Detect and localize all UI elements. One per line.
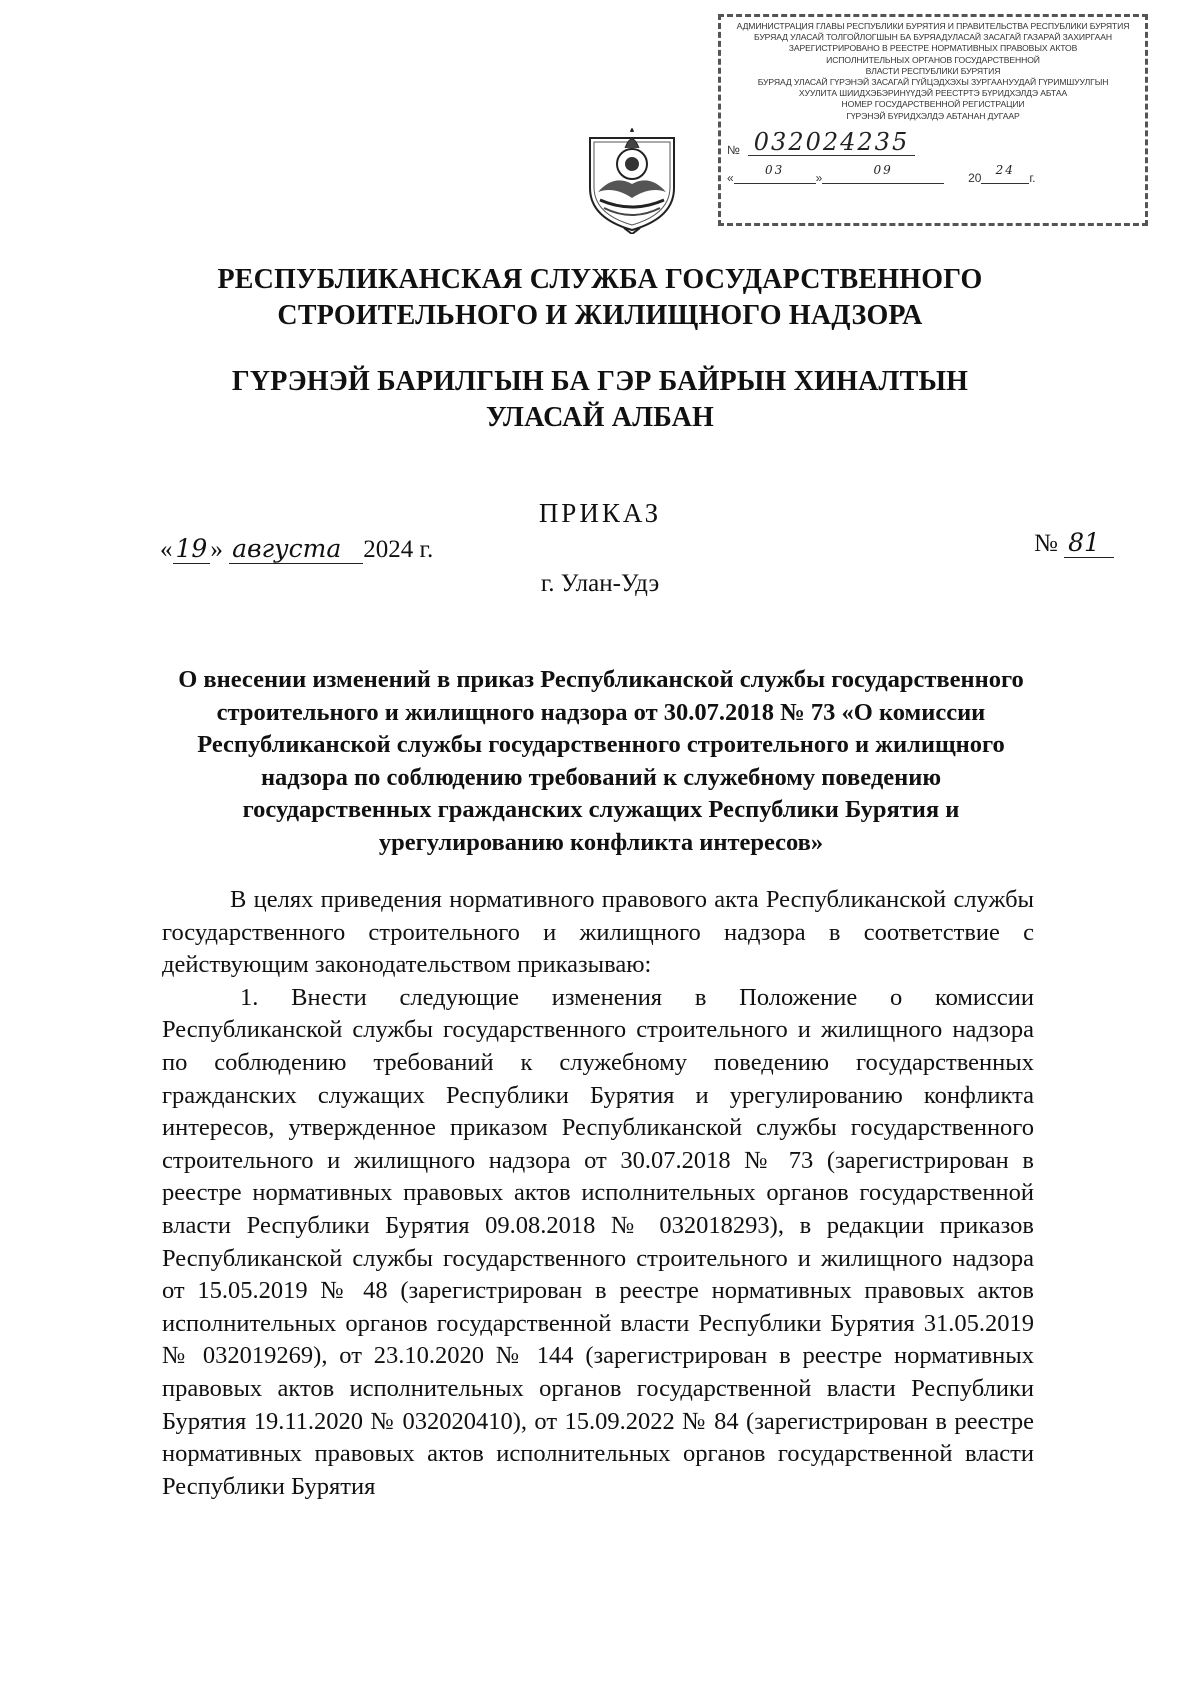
stamp-line: ИСПОЛНИТЕЛЬНЫХ ОРГАНОВ ГОСУДАРСТВЕННОЙ: [826, 54, 1040, 65]
stamp-date-row: [727, 156, 1139, 184]
order-number-label: №: [1034, 530, 1058, 557]
stamp-line: НОМЕР ГОСУДАРСТВЕННОЙ РЕГИСТРАЦИИ: [841, 99, 1025, 110]
stamp-date-suffix: г.: [1029, 170, 1036, 185]
stamp-date-year: 24: [981, 157, 1029, 184]
order-date: [160, 534, 433, 564]
stamp-line: АДМИНИСТРАЦИЯ ГЛАВЫ РЕСПУБЛИКИ БУРЯТИЯ И ПРАВИТЕЛЬСТВА РЕСПУБЛИКИ БУРЯТИЯ: [736, 21, 1130, 31]
order-date-year: 2024 г.: [363, 536, 434, 563]
org-title-ru-line-2: СТРОИТЕЛЬНОГО И ЖИЛИЩНОГО НАДЗОРА: [277, 300, 923, 331]
order-number-value: 81: [1064, 528, 1114, 558]
stamp-line: ХУУЛИТА ШИИДХЭБЭРИНҮҮДЭЙ РЕЕСТРТЭ БҮРИДХЭЛДЭ АБТАА: [798, 88, 1068, 99]
stamp-line: ВЛАСТИ РЕСПУБЛИКИ БУРЯТИЯ: [865, 65, 1001, 76]
stamp-date-year-prefix: 20: [968, 170, 982, 185]
coat-of-arms-icon: [584, 118, 680, 234]
org-title-bur-line-1: ГҮРЭНЭЙ БАРИЛГЫН БА ГЭР БАЙРЫН ХИНАЛТЫН: [231, 366, 969, 397]
body-intro-paragraph: В целях приведения нормативного правового акта Республиканской службы государственного строительного и жилищного надзора в соответствие с действующим законодательством приказываю:: [162, 886, 1034, 979]
stamp-number-label: №: [727, 142, 740, 157]
order-body: [162, 884, 1034, 1503]
org-title-bur-line-2: УЛАСАЙ АЛБАН: [486, 402, 714, 433]
order-number: [1034, 528, 1114, 558]
stamp-number-row: [727, 128, 1139, 156]
stamp-registration-number: 032024235: [748, 129, 915, 156]
stamp-line: БУРЯАД УЛАСАЙ ТОЛГОЙЛОГШЫН БА БУРЯАДУЛАСАЙ ЗАСАГАЙ ГАЗАРАЙ ЗАХИРГААН: [753, 32, 1112, 43]
body-item-1-paragraph: 1. Внести следующие изменения в Положение о комиссии Республиканской службы государственного строительного и жилищного надзора по соблюдению требований к служебному поведению государственных гражданских служащих Республики Бурятия и урегулированию конфликта интересов, утвержденное приказом Республиканской службы государственного строительного и жилищного надзора от 30.07.2018 № 73 (зарегистрирован в реестре нормативных правовых актов исполнительных органов государственной власти Республики Бурятия 09.08.2018 № 032018293), в редакции приказов Республиканской службы государственного строительного и жилищного надзора от 15.05.2019 № 48 (зарегистрирован в реестре нормативных правовых актов исполнительных органов государственной власти Республики Бурятия 31.05.2019 № 032019269), от 23.10.2020 № 144 (зарегистрирован в реестре нормативных правовых актов исполнительных органов государственной власти Республики Бурятия 19.11.2020 № 032020410), от 15.09.2022 № 84 (зарегистрирован в реестре нормативных правовых актов исполнительных органов государственной власти Республики Бурятия: [162, 983, 1034, 1500]
stamp-line: ЗАРЕГИСТРИРОВАНО В РЕЕСТРЕ НОРМАТИВНЫХ ПРАВОВЫХ АКТОВ: [788, 43, 1078, 54]
order-date-day: 19: [173, 534, 211, 564]
order-heading: ПРИКАЗ: [538, 498, 662, 528]
stamp-line: ГҮРЭНЭЙ БҮРИДХЭЛДЭ АБТАНАН ДУГААР: [846, 110, 1020, 121]
order-subject: О внесении изменений в приказ Республиканской службы государственного строительного и жилищного надзора от 30.07.2018 № 73 «О комиссии Республиканской службы государственного строительного и жилищного надзора по соблюдению требований к служебному поведению государственных гражданских служащих Республики Бурятия и урегулированию конфликта интересов»: [178, 666, 1024, 856]
stamp-date-day: 03: [734, 157, 816, 184]
stamp-date-close-quote: »: [815, 170, 823, 185]
stamp-line: БУРЯАД УЛАСАЙ ГҮРЭНЭЙ ЗАСАГАЙ ГҮЙЦЭДХЭХЫ ЗУРГААНУУДАЙ ГҮРИМШУУЛГЫН: [757, 77, 1109, 88]
org-title-bur: [160, 364, 1040, 436]
stamp-date-open-quote: «: [727, 170, 734, 185]
registration-stamp: [718, 14, 1148, 226]
order-date-month: августа: [229, 534, 363, 564]
order-city: г. Улан-Удэ: [540, 570, 660, 597]
order-date-close-quote: »: [210, 536, 223, 563]
stamp-date-month: 09: [822, 157, 944, 184]
org-title-ru: [160, 262, 1040, 334]
order-date-open-quote: «: [160, 536, 173, 563]
org-title-ru-line-1: РЕСПУБЛИКАНСКАЯ СЛУЖБА ГОСУДАРСТВЕННОГО: [217, 264, 983, 295]
